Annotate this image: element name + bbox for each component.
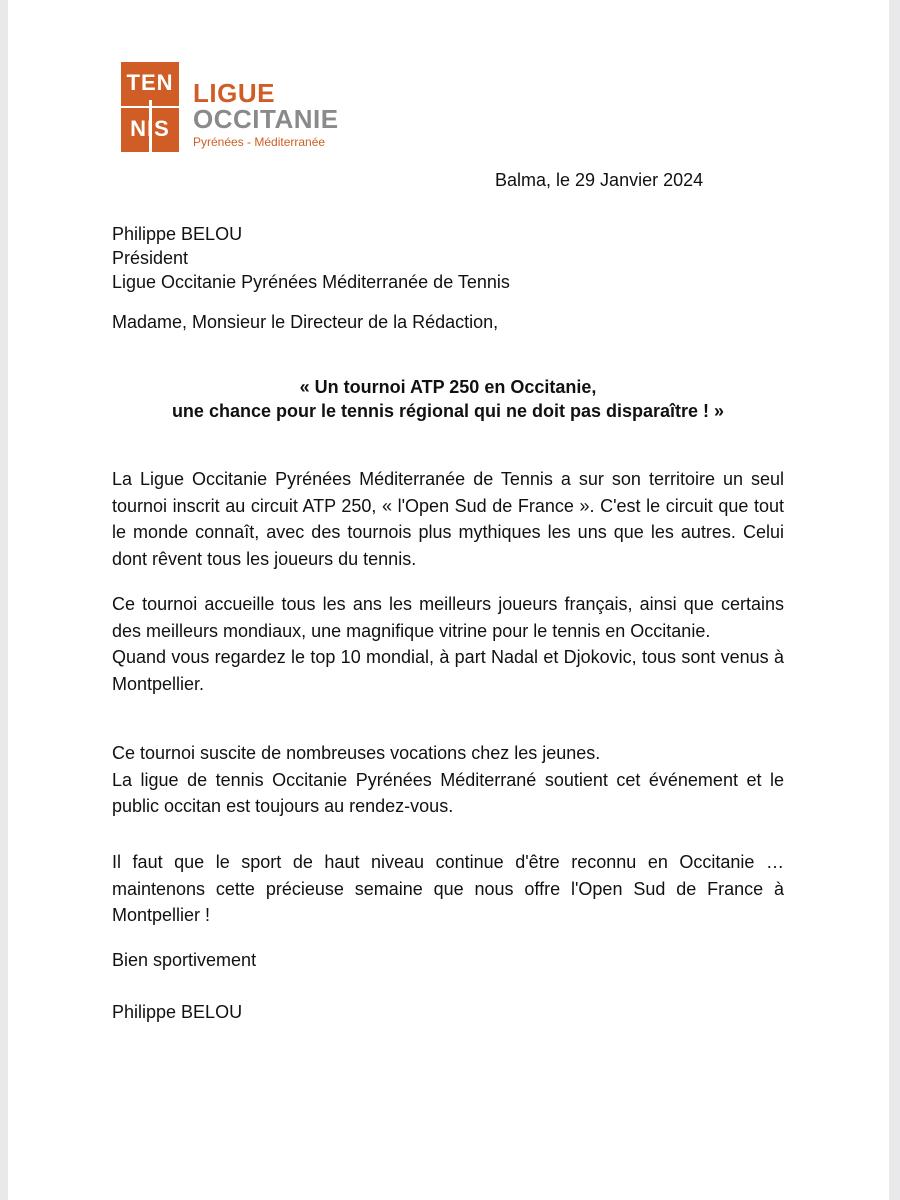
letter-date: Balma, le 29 Janvier 2024 bbox=[495, 170, 704, 190]
tennis-logo-icon bbox=[121, 62, 179, 152]
sender-role: Président bbox=[112, 248, 189, 268]
logo-line-region: Pyrénées - Méditerranée bbox=[193, 135, 326, 149]
headline-line-1: « Un tournoi ATP 250 en Occitanie, bbox=[299, 377, 597, 397]
paragraph-3-sentence-2: La ligue de tennis Occitanie Pyrénées Méditerrané soutient cet événement et le public occitan est toujours au rendez-vous. bbox=[112, 769, 784, 816]
sender-block bbox=[112, 222, 510, 294]
headline-line-2: une chance pour le tennis régional qui ne doit pas disparaître ! » bbox=[171, 401, 725, 421]
sender-organization: Ligue Occitanie Pyrénées Méditerranée de Tennis bbox=[112, 272, 510, 292]
logo-box-bottom-text: NIS bbox=[130, 116, 170, 141]
logo-line-ligue: LIGUE bbox=[193, 78, 275, 108]
sender-name: Philippe BELOU bbox=[112, 224, 243, 244]
closing: Bien sportivement bbox=[112, 950, 257, 970]
logo-wordmark bbox=[193, 80, 339, 150]
ligue-logo bbox=[113, 62, 373, 154]
paragraph-3 bbox=[112, 740, 784, 820]
paragraph-2-sentence-1: Ce tournoi accueille tous les ans les meilleurs joueurs français, ainsi que certains des meilleurs mondiaux, une magnifique vitrine pour le tennis en Occitanie. bbox=[112, 594, 784, 641]
logo-line-occitanie: OCCITANIE bbox=[193, 104, 339, 134]
salutation: Madame, Monsieur le Directeur de la Rédaction, bbox=[112, 312, 499, 332]
paragraph-1: La Ligue Occitanie Pyrénées Méditerranée de Tennis a sur son territoire un seul tournoi inscrit au circuit ATP 250, « l'Open Sud de France ». C'est le circuit que tout le monde connaît, avec des tournois plus mythiques les uns que les autres. Celui dont rêvent tous les joueurs du tennis. bbox=[112, 469, 784, 569]
paragraph-3-sentence-1: Ce tournoi suscite de nombreuses vocations chez les jeunes. bbox=[112, 743, 601, 763]
paragraph-4: Il faut que le sport de haut niveau continue d'être reconnu en Occitanie … maintenons cette précieuse semaine que nous offre l'Open Sud de France à Montpellier ! bbox=[112, 852, 784, 925]
headline bbox=[112, 375, 784, 423]
paragraph-2-sentence-2: Quand vous regardez le top 10 mondial, à part Nadal et Djokovic, tous sont venus à Montpellier. bbox=[112, 647, 784, 694]
paragraph-2 bbox=[112, 591, 784, 697]
signature: Philippe BELOU bbox=[112, 1002, 243, 1022]
logo-box-top-text: TEN bbox=[126, 70, 174, 95]
letter-page bbox=[8, 0, 889, 1200]
